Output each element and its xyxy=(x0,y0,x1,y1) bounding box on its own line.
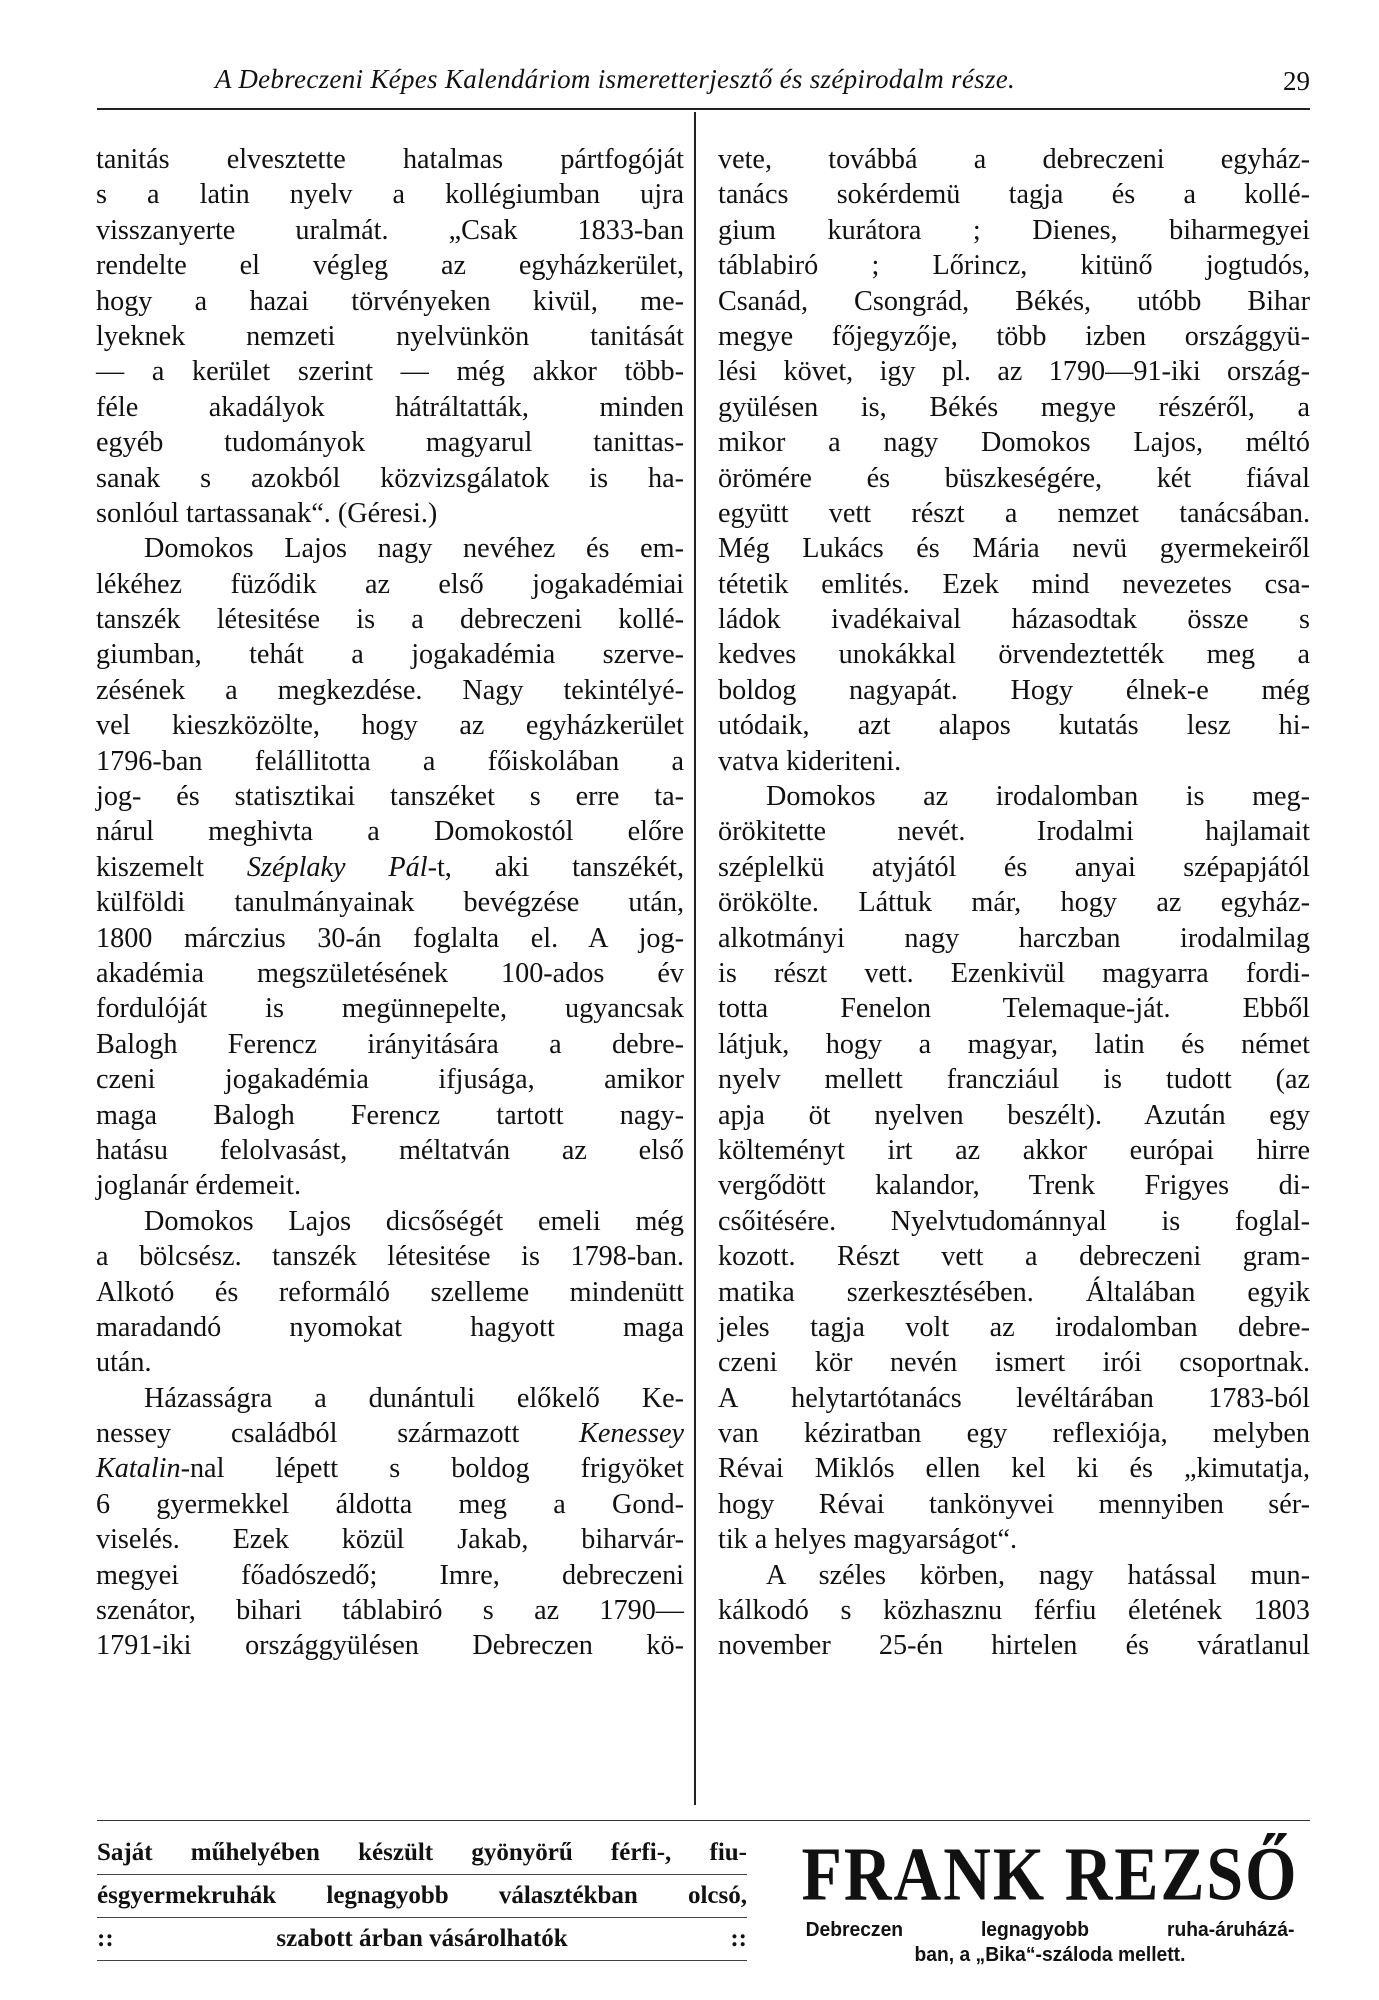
text-run: A helytartótanács levéltárában 1783-ból xyxy=(718,1382,1310,1414)
text-line xyxy=(718,531,1310,566)
text-run: lékéhez füződik az első jogakadémiai xyxy=(96,568,684,600)
text-run: örömére és büszkeségére, két fiával xyxy=(718,462,1310,494)
text-run: tik a helyes magyarságot“. xyxy=(718,1524,1017,1556)
text-line xyxy=(96,1027,684,1062)
text-line xyxy=(96,248,684,283)
text-line xyxy=(718,602,1310,637)
text-run: egyéb tudományok magyarul tanittas- xyxy=(96,427,684,459)
text-line xyxy=(96,921,684,956)
text-run: kozott. Részt vett a debreczeni gram- xyxy=(718,1241,1310,1273)
text-run: vel kieszközölte, hogy az egyházkerület xyxy=(96,710,684,742)
text-run: hogy a hazai törvényeken kivül, me- xyxy=(96,285,684,317)
text-run: boldog nagyapát. Hogy élnek-e még xyxy=(718,674,1310,706)
address-line: Debreczen legnagyobb ruha-áruházá- xyxy=(805,1918,1295,1941)
ad-line-text: szabott árban vásárolhatók xyxy=(276,1925,568,1952)
text-run: rendelte el végleg az egyházkerület, xyxy=(96,250,684,282)
text-line xyxy=(718,1310,1310,1345)
text-run: Még Lukács és Mária nevü gyermekeiről xyxy=(718,533,1310,565)
text-line xyxy=(718,673,1310,708)
text-line xyxy=(96,1204,684,1239)
text-run: táblabiró ; Lőrincz, kitünő jogtudós, xyxy=(718,250,1310,282)
text-line xyxy=(718,779,1310,814)
right-column xyxy=(718,142,1310,1664)
text-run: visszanyerte uralmát. „Csak 1833-ban xyxy=(96,214,684,246)
text-run: vete, továbbá a debreczeni egyház- xyxy=(718,144,1310,175)
text-run: Balogh Ferencz irányitására a debre- xyxy=(96,1028,684,1060)
text-run: költeményt irt az akkor európai hirre xyxy=(718,1134,1310,1166)
text-line xyxy=(96,177,684,212)
ad-line: ésgyermekruhák legnagyobb választékban olcsó, xyxy=(97,1875,747,1918)
text-run: csőitésére. Nyelvtudománnyal is foglal- xyxy=(718,1205,1310,1237)
header-title: A Debreczeni Képes Kalendáriom ismeretterjesztő és szépirodalm része. xyxy=(215,64,1016,94)
text-line xyxy=(96,1168,684,1203)
text-run: maga Balogh Ferencz tartott nagy- xyxy=(96,1099,684,1131)
brand-name: FRANK REZSŐ xyxy=(801,1832,1299,1917)
text-run: féle akadályok hátráltatták, minden xyxy=(96,391,684,423)
text-line xyxy=(96,1522,684,1557)
text-run: van kéziratban egy reflexiója, melyben xyxy=(718,1418,1310,1450)
text-line xyxy=(96,1593,684,1628)
text-line xyxy=(718,1168,1310,1203)
text-run: czeni jogakadémia ifjusága, amikor xyxy=(96,1064,684,1096)
text-line xyxy=(718,1628,1310,1663)
text-run: Alkotó és reformáló szelleme mindenütt xyxy=(96,1276,684,1308)
text-line xyxy=(718,1239,1310,1274)
text-run: totta Fenelon Telemaque-ját. Ebből xyxy=(718,993,1310,1025)
text-run: fordulóját is megünnepelte, ugyancsak xyxy=(96,993,684,1025)
header-rule xyxy=(97,108,1310,110)
text-run: jeles tagja volt az irodalomban debre- xyxy=(718,1311,1310,1343)
text-line xyxy=(96,390,684,425)
text-line xyxy=(718,461,1310,496)
text-line xyxy=(96,1310,684,1345)
address-line: ban, a „Bika“-száloda mellett. xyxy=(914,1943,1186,1966)
text-run: czeni kör nevén ismert irói csoportnak. xyxy=(718,1347,1310,1379)
text-run: mikor a nagy Domokos Lajos, méltó xyxy=(718,427,1310,459)
text-line xyxy=(718,850,1310,885)
text-run: viselés. Ezek közül Jakab, biharvár- xyxy=(96,1524,684,1556)
text-line xyxy=(96,1098,684,1133)
text-run: utódaik, azt alapos kutatás lesz hi- xyxy=(718,710,1310,742)
text-line xyxy=(718,1487,1310,1522)
text-run: joglanár érdemeit. xyxy=(96,1170,302,1202)
text-run: matika szerkesztésében. Általában egyik xyxy=(718,1276,1310,1308)
text-run: hatásu felolvasást, méltatván az első xyxy=(96,1134,684,1166)
text-line xyxy=(96,956,684,991)
text-run: nyelv mellett francziául is tudott (az xyxy=(718,1064,1310,1096)
ornament-icon: :: xyxy=(97,1925,114,1952)
text-line xyxy=(718,248,1310,283)
text-run: hogy Révai tankönyvei mennyiben sér- xyxy=(718,1488,1310,1520)
text-line xyxy=(96,602,684,637)
text-run: -t, aki tanszékét, xyxy=(427,851,685,883)
text-line xyxy=(718,814,1310,849)
text-line xyxy=(96,885,684,920)
text-run: örökölte. Láttuk már, hogy az egyház- xyxy=(718,887,1310,919)
text-line xyxy=(718,425,1310,460)
text-run: Domokos Lajos dicsőségét emeli még xyxy=(144,1205,684,1237)
text-line xyxy=(718,354,1310,389)
italic-name: Kenessey xyxy=(579,1418,684,1450)
text-run: maradandó nyomokat hagyott maga xyxy=(96,1311,684,1343)
text-run: örökitette nevét. Irodalmi hajlamait xyxy=(718,816,1310,848)
text-line xyxy=(96,1239,684,1274)
text-line xyxy=(718,567,1310,602)
text-run: giumban, tehát a jogakadémia szerve- xyxy=(96,639,684,671)
text-line xyxy=(96,213,684,248)
text-run: apja öt nyelven beszélt). Azután egy xyxy=(718,1099,1310,1131)
text-run: vatva kideriteni. xyxy=(718,745,902,777)
text-line xyxy=(96,354,684,389)
text-run: nessey családból származott xyxy=(96,1418,580,1450)
text-line xyxy=(718,390,1310,425)
text-run: ládok ivadékaival házasodtak össze s xyxy=(718,604,1310,636)
text-line xyxy=(718,1027,1310,1062)
text-run: is részt vett. Ezenkivül magyarra fordi- xyxy=(718,957,1310,989)
advertisement-brand-block xyxy=(790,1832,1310,1967)
text-run: zésének a megkezdése. Nagy tekintélyé- xyxy=(96,674,684,706)
text-line xyxy=(96,496,684,531)
text-run: tanitás elvesztette hatalmas pártfogóját xyxy=(96,144,684,175)
advertisement-text xyxy=(97,1832,747,1961)
text-run: — a kerület szerint — még akkor több- xyxy=(96,356,684,388)
text-line xyxy=(718,744,1310,779)
page-number: 29 xyxy=(1283,66,1310,96)
text-line xyxy=(718,1522,1310,1557)
text-run: tanszék létesitése is a debreczeni kollé- xyxy=(96,604,684,636)
text-line xyxy=(96,284,684,319)
text-run: a bölcsész. tanszék létesitése is 1798-ban. xyxy=(96,1241,684,1273)
text-run: s a latin nyelv a kollégiumban ujra xyxy=(96,179,684,211)
text-run: 1800 márczius 30-án foglalta el. A jog- xyxy=(96,922,684,954)
text-line xyxy=(96,142,684,177)
text-run: gium kurátora ; Dienes, biharmegyei xyxy=(718,214,1310,246)
text-line xyxy=(718,885,1310,920)
text-line xyxy=(96,779,684,814)
text-run: külföldi tanulmányainak bevégzése után, xyxy=(96,887,684,919)
text-run: jog- és statisztikai tanszéket s erre ta- xyxy=(96,781,684,813)
text-line xyxy=(718,956,1310,991)
text-run: lési követ, igy pl. az 1790—91-iki ország- xyxy=(718,356,1310,388)
text-line xyxy=(718,1593,1310,1628)
text-line xyxy=(96,814,684,849)
text-line xyxy=(718,1381,1310,1416)
text-run: -nal lépett s boldog frigyöket xyxy=(180,1453,684,1485)
text-run: kiszemelt xyxy=(96,851,247,883)
text-run: Házasságra a dunántuli előkelő Ke- xyxy=(144,1382,684,1414)
text-run: sonlóul tartassanak“. (Géresi.) xyxy=(96,497,438,529)
text-line xyxy=(96,1451,684,1486)
text-run: Domokos Lajos nagy nevéhez és em- xyxy=(144,533,684,565)
text-run: megye főjegyzője, több izben országgyü- xyxy=(718,320,1310,352)
column-divider xyxy=(694,112,696,1805)
text-line xyxy=(96,850,684,885)
text-line xyxy=(96,1275,684,1310)
text-line xyxy=(718,213,1310,248)
text-line xyxy=(96,708,684,743)
left-column xyxy=(96,142,684,1664)
text-line xyxy=(718,991,1310,1026)
text-run: lyeknek nemzeti nyelvünkön tanitását xyxy=(96,320,684,352)
text-run: szenátor, bihari táblabiró s az 1790— xyxy=(96,1595,684,1627)
text-run: kálkodó s közhasznu férfiu életének 1803 xyxy=(718,1595,1310,1627)
text-run: tétetik emlités. Ezek mind nevezetes csa- xyxy=(718,568,1310,600)
text-run: akadémia megszületésének 100-ados év xyxy=(96,957,684,989)
text-line xyxy=(96,1487,684,1522)
text-line xyxy=(718,142,1310,177)
text-line xyxy=(718,1558,1310,1593)
text-line xyxy=(718,1345,1310,1380)
text-line xyxy=(718,1098,1310,1133)
text-line xyxy=(96,1381,684,1416)
text-run: széplelkü atyjától és anyai szépapjától xyxy=(718,851,1310,883)
text-run: tanács sokérdemü tagja és a kollé- xyxy=(718,179,1310,211)
text-line xyxy=(96,991,684,1026)
text-run: nárul meghivta a Domokostól előre xyxy=(96,816,684,848)
italic-name: Széplaky Pál xyxy=(246,851,428,883)
text-line xyxy=(96,1558,684,1593)
italic-name: Katalin xyxy=(96,1453,181,1485)
text-line xyxy=(96,1345,684,1380)
text-line xyxy=(96,531,684,566)
text-line xyxy=(96,673,684,708)
text-run: kedves unokákkal örvendeztették meg a xyxy=(718,639,1310,671)
text-line xyxy=(718,284,1310,319)
text-run: 1791-iki országgyülésen Debreczen kö- xyxy=(96,1630,684,1662)
text-line xyxy=(96,319,684,354)
brand-address xyxy=(806,1917,1295,1967)
text-line xyxy=(718,177,1310,212)
text-run: vergődött kalandor, Trenk Frigyes di- xyxy=(718,1170,1310,1202)
text-line xyxy=(718,496,1310,531)
text-line xyxy=(96,461,684,496)
text-run: együtt vett részt a nemzet tanácsában. xyxy=(718,497,1310,529)
text-line xyxy=(718,1416,1310,1451)
text-run: 1796-ban felállitotta a főiskolában a xyxy=(96,745,684,777)
text-line xyxy=(718,921,1310,956)
ornament-icon: :: xyxy=(730,1925,747,1952)
text-line xyxy=(718,319,1310,354)
text-run: 6 gyermekkel áldotta meg a Gond- xyxy=(96,1488,684,1520)
text-run: A széles körben, nagy hatással mun- xyxy=(766,1559,1310,1591)
text-run: megyei főadószedő; Imre, debreczeni xyxy=(96,1559,684,1591)
text-run: után. xyxy=(96,1347,152,1379)
text-run: alkotmányi nagy harczban irodalmilag xyxy=(718,922,1310,954)
text-run: sanak s azokból közvizsgálatok is ha- xyxy=(96,462,684,494)
text-line xyxy=(718,637,1310,672)
text-line xyxy=(96,1133,684,1168)
text-line xyxy=(96,1416,684,1451)
text-line xyxy=(718,1204,1310,1239)
text-line xyxy=(96,637,684,672)
text-line xyxy=(96,1628,684,1663)
text-line xyxy=(96,567,684,602)
text-line xyxy=(718,708,1310,743)
running-header xyxy=(95,64,1310,104)
text-run: Csanád, Csongrád, Békés, utóbb Bihar xyxy=(718,285,1310,317)
text-run: gyülésen is, Békés megye részéről, a xyxy=(718,391,1310,423)
text-line xyxy=(96,1062,684,1097)
text-line xyxy=(96,744,684,779)
text-run: Domokos az irodalomban is meg- xyxy=(766,781,1310,813)
text-line xyxy=(96,425,684,460)
text-line xyxy=(718,1062,1310,1097)
text-run: Révai Miklós ellen kel ki és „kimutatja, xyxy=(718,1453,1310,1485)
ad-line xyxy=(97,1918,747,1961)
text-line xyxy=(718,1275,1310,1310)
text-run: látjuk, hogy a magyar, latin és német xyxy=(718,1028,1310,1060)
text-line xyxy=(718,1451,1310,1486)
ad-line: Saját műhelyében készült gyönyörű férfi-, fiu- xyxy=(97,1832,747,1875)
text-line xyxy=(718,1133,1310,1168)
text-run: november 25-én hirtelen és váratlanul xyxy=(718,1630,1310,1662)
footer-rule xyxy=(97,1820,1310,1821)
